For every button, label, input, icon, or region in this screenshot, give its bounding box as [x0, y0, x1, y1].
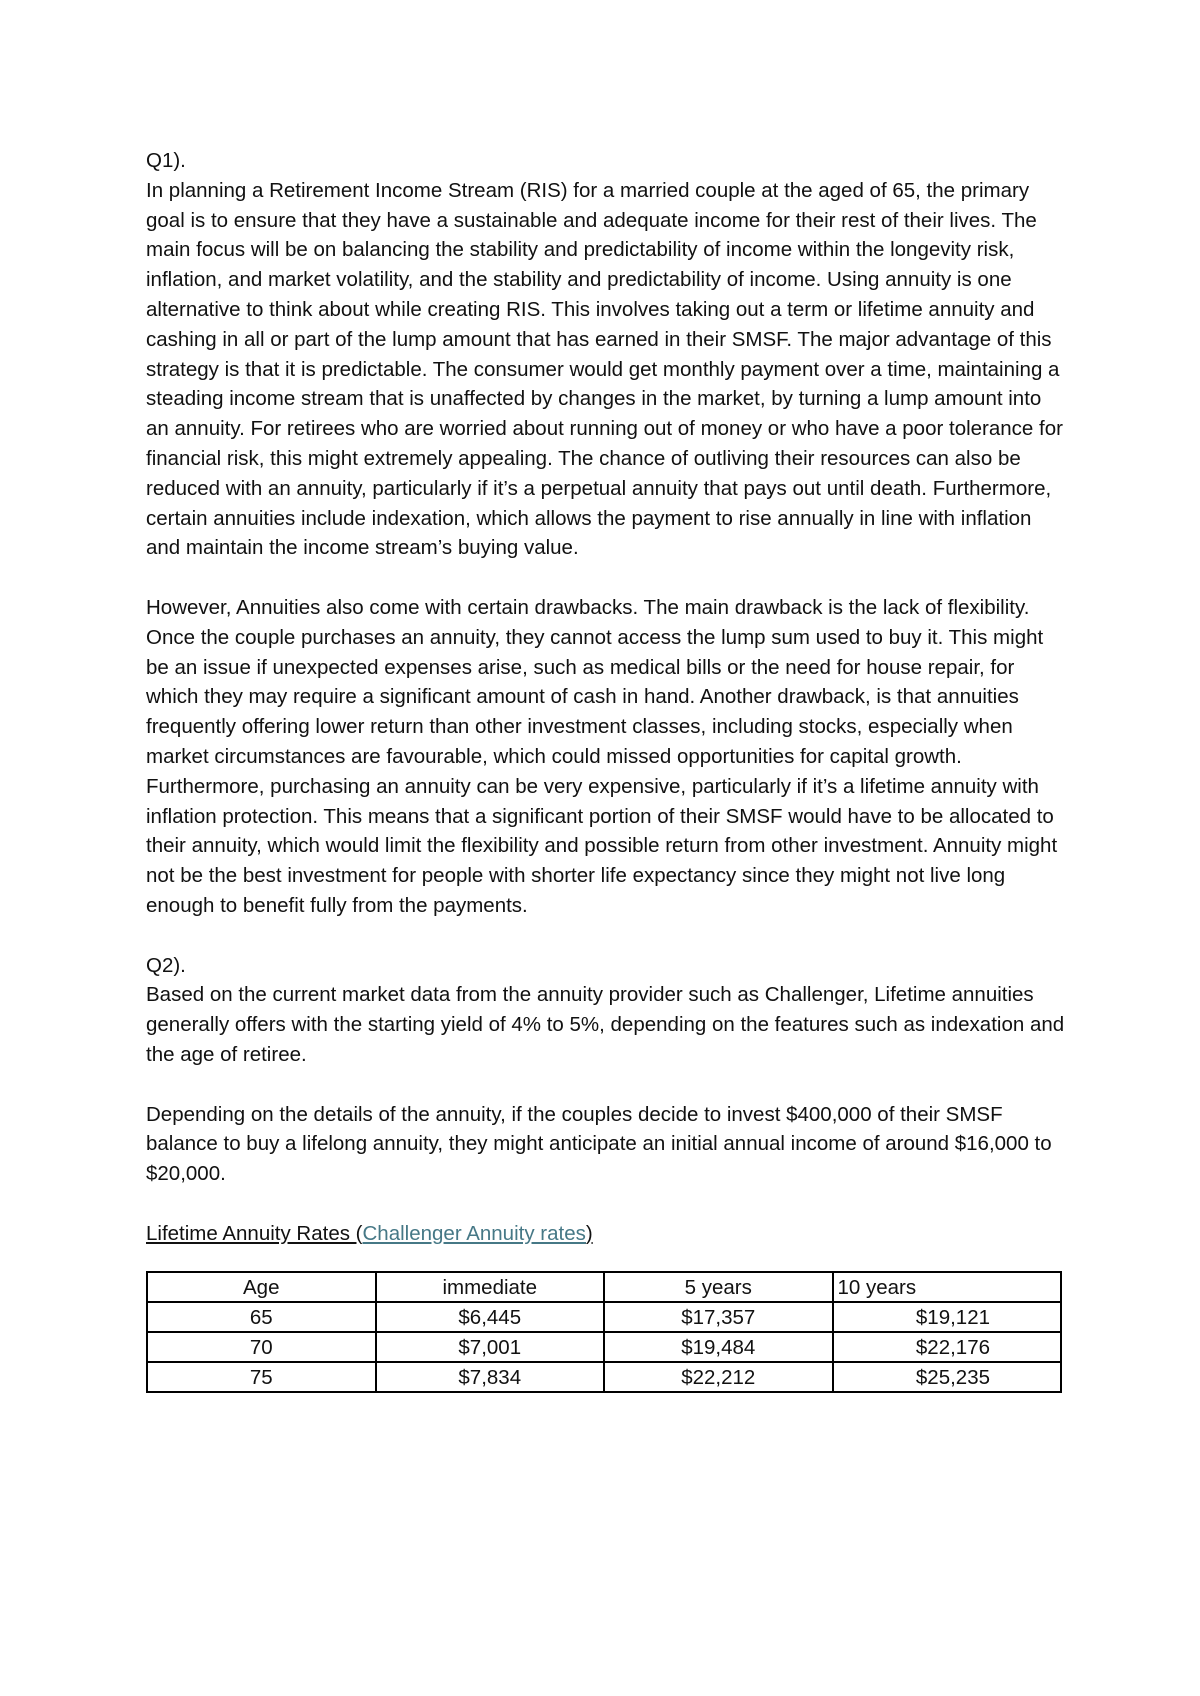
column-header-immediate: immediate — [376, 1272, 605, 1302]
spacer — [146, 1189, 1066, 1219]
spacer — [146, 921, 1066, 951]
cell-immediate: $6,445 — [376, 1302, 605, 1332]
table-row — [147, 1302, 1061, 1332]
cell-immediate: $7,834 — [376, 1362, 605, 1392]
q1-heading: Q1). — [146, 149, 186, 172]
rates-title-suffix: ) — [585, 1221, 593, 1245]
q2-paragraph-market-data: Based on the current market data from the annuity provider such as Challenger, Lifetime annuities generally offers with the starting yield of 4% to 5%, depending on the features such as indexation and the age of retiree. — [146, 983, 1065, 1066]
cell-10-years: $19,121 — [833, 1302, 1062, 1332]
cell-5-years: $17,357 — [604, 1302, 833, 1332]
q2-paragraph-income-estimate: Depending on the details of the annuity, if the couples decide to invest $400,000 of their SMSF balance to buy a lifelong annuity, they might anticipate an initial annual income of around $16,000 to $20,000. — [146, 1102, 1052, 1186]
cell-10-years: $25,235 — [833, 1362, 1062, 1392]
q1-paragraph-advantages: In planning a Retirement Income Stream (RIS) for a married couple at the aged of 65, the primary goal is to ensure that they have a sustainable and adequate income for their rest of their lives. The main focus will be on balancing the stability and predictability of income within the longevity risk, inflation, and market volatility, and the stability and predictability of income. Using annuity is one alternative to think about while creating RIS. This involves taking out a term or lifetime annuity and cashing in all or part of the lump amount that has earned in their SMSF. The major advantage of this strategy is that it is predictable. The consumer would get monthly payment over a time, maintaining a steading income stream that is unaffected by changes in the market, by turning a lump amount into an annuity. For retirees who are worried about running out of money or who have a poor tolerance for financial risk, this might extremely appealing. The chance of outliving their resources can also be reduced with an annuity, particularly if it’s a perpetual annuity that pays out until death. Furthermore, certain annuities include indexation, which allows the payment to rise annually in line with inflation and maintain the income stream’s buying value. — [146, 178, 1063, 560]
cell-age: 70 — [147, 1332, 376, 1362]
column-header-5-years: 5 years — [604, 1272, 833, 1302]
spacer — [146, 563, 1066, 593]
cell-5-years: $22,212 — [604, 1362, 833, 1392]
table-row — [147, 1362, 1061, 1392]
q1-paragraph-drawbacks: However, Annuities also come with certain drawbacks. The main drawback is the lack of flexibility. Once the couple purchases an annuity, they cannot access the lump sum used to buy it. This might be an issue if unexpected expenses arise, such as medical bills or the need for house repair, for which they may require a significant amount of cash in hand. Another drawback, is that annuities frequently offering lower return than other investment classes, including stocks, especially when market circumstances are favourable, which could missed opportunities for capital growth. Furthermore, purchasing an annuity can be very expensive, particularly if it’s a lifetime annuity with inflation protection. This means that a significant portion of their SMSF would have to be allocated to their annuity, which would limit the flexibility and possible return from other investment. Annuity might not be the best investment for people with shorter life expectancy since they might not live long enough to benefit fully from the payments. — [146, 595, 1058, 917]
annuity-rates-table — [146, 1271, 1062, 1393]
challenger-annuity-rates-link[interactable]: Challenger Annuity rates — [362, 1221, 586, 1245]
cell-10-years: $22,176 — [833, 1332, 1062, 1362]
rates-title-prefix: Lifetime Annuity Rates ( — [146, 1221, 363, 1245]
rates-table-title — [146, 1219, 1066, 1249]
cell-immediate: $7,001 — [376, 1332, 605, 1362]
q2-heading: Q2). — [146, 953, 186, 977]
spacer — [146, 1070, 1066, 1100]
cell-age: 75 — [147, 1362, 376, 1392]
table-header-row — [147, 1272, 1061, 1302]
document-page — [146, 146, 1066, 1393]
column-header-10-years: 10 years — [833, 1272, 1062, 1302]
cell-5-years: $19,484 — [604, 1332, 833, 1362]
cell-age: 65 — [147, 1302, 376, 1332]
table-row — [147, 1332, 1061, 1362]
column-header-age: Age — [147, 1272, 376, 1302]
